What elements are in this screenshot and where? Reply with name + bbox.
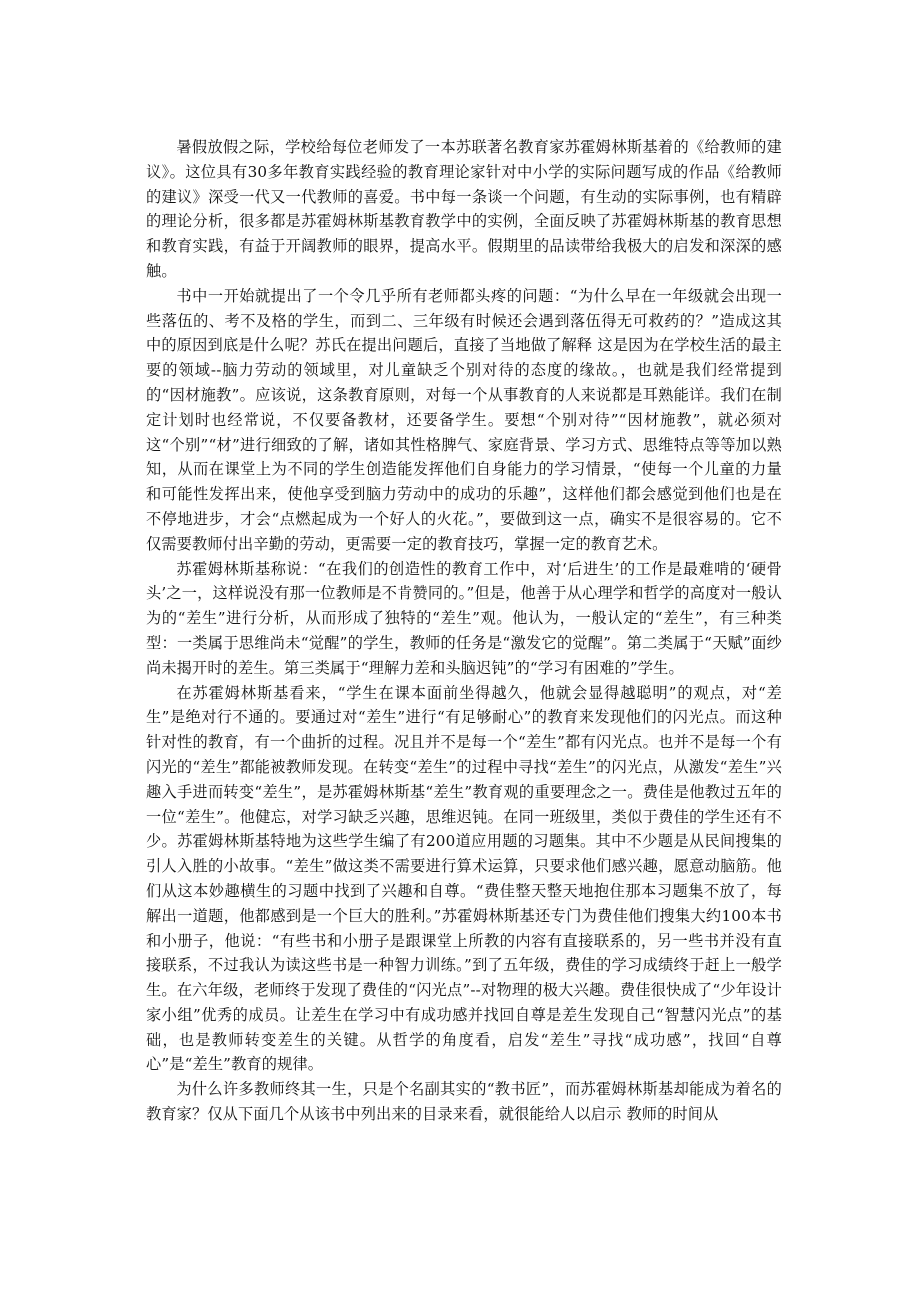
paragraph-1: 暑假放假之际，学校给每位老师发了一本苏联著名教育家苏霍姆林斯基着的《给教师的建议》。这位具有30多年教育实践经验的教育理论家针对中小学的实际问题写成的作品《给教师的建议》深受一代又一代教师的喜爱。书中每一条谈一个问题，有生动的实际事例，也有精辟的理论分析，很多都是苏霍姆林斯基教育教学中的实例，全面反映了苏霍姆林斯基的教育思想和教育实践，有益于开阔教师的眼界，提高水平。假期里的品读带给我极大的启发和深深的感触。	[146, 138, 782, 280]
document-body	[146, 135, 782, 1127]
paragraph-3: 苏霍姆林斯基称说：“在我们的创造性的教育工作中，对‘后进生’的工作是最难啃的‘硬骨头’之一，这样说没有那一位教师是不肯赞同的。”但是，他善于从心理学和哲学的高度对一般认为的“差生”进行分析，从而形成了独特的“差生”观。他认为，一般认定的“差生”，有三种类型：一类属于思维尚未“觉醒”的学生，教师的任务是“激发它的觉醒”。第二类属于“天赋”面纱尚未揭开时的差生。第三类属于“理解力差和头脑迟钝”的“学习有困难的”学生。	[146, 559, 782, 677]
paragraph-5: 为什么许多教师终其一生，只是个名副其实的“教书匠”，而苏霍姆林斯基却能成为着名的教育家？仅从下面几个从该书中列出来的目录来看，就很能给人以启示 教师的时间从	[146, 1080, 782, 1124]
paragraph-2: 书中一开始就提出了一个令几乎所有老师都头疼的问题：“为什么早在一年级就会出现一些落伍的、考不及格的学生，而到二、三年级有时候还会遇到落伍得无可救药的？”造成这其中的原因到底是什么呢？苏氏在提出问题后，直接了当地做了解释 这是因为在学校生活的最主要的领域--脑力劳动的领域里，对儿童缺乏个别对待的态度的缘故。，也就是我们经常提到的“因材施教”。应该说，这条教育原则，对每一个从事教育的人来说都是耳熟能详。我们在制定计划时也经常说，不仅要备教材，还要备学生。要想“个别对待”“因材施教”，就必须对这“个别”“材”进行细致的了解，诸如其性格脾气、家庭背景、学习方式、思维特点等等加以熟知，从而在课堂上为不同的学生创造能发挥他们自身能力的学习情景，“使每一个儿童的力量和可能性发挥出来，使他享受到脑力劳动中的成功的乐趣”，这样他们都会感觉到他们也是在不停地进步，才会“点燃起成为一个好人的火花。”，要做到这一点，确实不是很容易的。它不仅需要教师付出辛勤的劳动，更需要一定的教育技巧，掌握一定的教育艺术。	[146, 286, 782, 553]
paragraph-4: 在苏霍姆林斯基看来，“学生在课本面前坐得越久，他就会显得越聪明”的观点，对“差生”是绝对行不通的。要通过对“差生”进行“有足够耐心”的教育来发现他们的闪光点。而这种针对性的教育，有一个曲折的过程。况且并不是每一个“差生”都有闪光点。也并不是每一个有闪光的“差生”都能被教师发现。在转变“差生”的过程中寻找“差生”的闪光点，从激发“差生”兴趣入手进而转变“差生”，是苏霍姆林斯基“差生”教育观的重要理念之一。费佳是他教过五年的一位“差生”。他健忘，对学习缺乏兴趣，思维迟钝。在同一班级里，类似于费佳的学生还有不少。苏霍姆林斯基特地为这些学生编了有200道应用题的习题集。其中不少题是从民间搜集的引人入胜的小故事。“差生”做这类不需要进行算术运算，只要求他们感兴趣，愿意动脑筋。他们从这本妙趣横生的习题中找到了兴趣和自尊。“费佳整天整天地抱住那本习题集不放了，每解出一道题，他都感到是一个巨大的胜利。”苏霍姆林斯基还专门为费佳他们搜集大约100本书和小册子，他说：“有些书和小册子是跟课堂上所教的内容有直接联系的，另一些书并没有直接联系，不过我认为读这些书是一种智力训练。”到了五年级，费佳的学习成绩终于赶上一般学生。在六年级，老师终于发现了费佳的“闪光点”--对物理的极大兴趣。费佳很快成了“少年设计家小组”优秀的成员。让差生在学习中有成功感并找回自尊是差生发现自己“智慧闪光点”的基础，也是教师转变差生的关键。从哲学的角度看，启发“差生”寻找“成功感”，找回“自尊心”是“差生”教育的规律。	[146, 683, 782, 1074]
